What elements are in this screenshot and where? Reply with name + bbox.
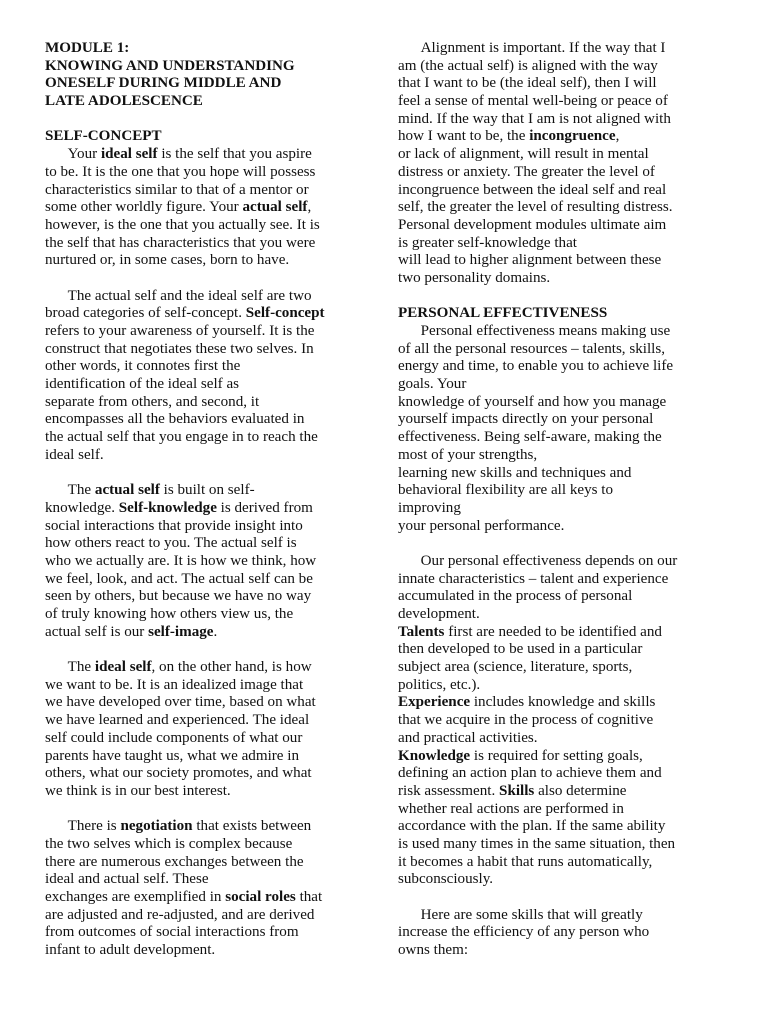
spacer — [45, 465, 367, 483]
text-line: separate from others, and second, it — [45, 393, 260, 410]
text-line: knowledge. Self-knowledge is derived from — [45, 499, 313, 516]
text-line: subconsciously. — [398, 871, 494, 888]
text-line: Your ideal self is the self that you aspire — [45, 146, 312, 163]
text-line: that we acquire in the process of cognitive — [398, 712, 654, 729]
text-line: the two selves which is complex because — [45, 835, 293, 852]
text-line: improving — [398, 499, 461, 516]
left-paragraphs — [45, 146, 367, 960]
spacer — [45, 270, 367, 288]
text-line: then developed to be used in a particular — [398, 641, 643, 658]
text-line: yourself impacts directly on your personal — [398, 411, 654, 428]
text-line: from outcomes of social interactions from — [45, 924, 299, 941]
text-line: some other worldly figure. Your actual self, — [45, 199, 312, 216]
text-line: two personality domains. — [398, 269, 551, 286]
text-line: of all the personal resources – talents, skills, — [398, 340, 666, 357]
text-line: most of your strengths, — [398, 446, 538, 463]
text-line: Personal development modules ultimate aim — [398, 216, 667, 233]
right-column — [398, 40, 722, 960]
text-line: identification of the ideal self as — [45, 376, 240, 393]
text-line: there are numerous exchanges between the — [45, 853, 304, 870]
paragraph — [398, 553, 722, 889]
text-line: accumulated in the process of personal — [398, 588, 633, 605]
text-line: self, the greater the level of resulting distress. — [398, 199, 673, 216]
text-line: infant to adult development. — [45, 942, 216, 959]
text-line: Here are some skills that will greatly — [398, 906, 643, 923]
module-title-line: MODULE 1: — [45, 40, 130, 56]
text-line: politics, etc.). — [398, 676, 481, 693]
text-line: Personal effectiveness means making use — [398, 323, 671, 339]
spacer — [45, 641, 367, 659]
text-line: increase the efficiency of any person who — [398, 924, 650, 941]
paragraph — [45, 482, 367, 641]
text-line: the self that has characteristics that you were — [45, 234, 316, 251]
text-line: or lack of alignment, will result in mental — [398, 146, 649, 163]
section-heading-personal-effectiveness: PERSONAL EFFECTIVENESS — [398, 305, 608, 322]
text-line: we have developed over time, based on what — [45, 694, 316, 711]
text-line: characteristics similar to that of a mentor or — [45, 181, 309, 198]
text-line: owns them: — [398, 942, 469, 959]
text-line: of truly knowing how others view us, the — [45, 606, 294, 622]
text-line: actual self is our self-image. — [45, 623, 218, 640]
text-line: innate characteristics – talent and experience — [398, 570, 669, 587]
text-line: The ideal self, on the other hand, is how — [45, 659, 312, 676]
text-line: distress or anxiety. The greater the level of — [398, 163, 655, 180]
spacer — [398, 535, 722, 553]
spacer — [45, 801, 367, 819]
text-line: seen by others, but because we have no way — [45, 588, 312, 605]
text-line: will lead to higher alignment between these — [398, 252, 662, 269]
text-line: is used many times in the same situation, then — [398, 835, 676, 852]
module-title-line: ONESELF DURING MIDDLE AND — [45, 75, 282, 92]
text-line: effectiveness. Being self-aware, making the — [398, 429, 662, 446]
spacer — [398, 889, 722, 907]
text-line: accordance with the plan. If the same ability — [398, 818, 666, 835]
text-line: incongruence between the ideal self and real — [398, 181, 667, 198]
text-line: broad categories of self-concept. Self-concept — [45, 305, 325, 322]
text-line: parents have taught us, what we admire in — [45, 747, 299, 764]
text-line: knowledge of yourself and how you manage — [398, 393, 667, 410]
text-line: other words, it connotes first the — [45, 358, 241, 375]
text-line: the actual self that you engage in to reach the — [45, 429, 318, 446]
text-line: goals. Your — [398, 376, 467, 393]
text-line: how others react to you. The actual self is — [45, 535, 297, 552]
text-line: Talents first are needed to be identified and — [398, 623, 662, 640]
text-line: we have learned and experienced. The ideal — [45, 712, 310, 729]
text-line: exchanges are exemplified in social roles that — [45, 889, 323, 905]
text-line: mind. If the way that I am is not aligned with — [398, 110, 671, 127]
text-line: who we actually are. It is how we think, how — [45, 552, 317, 569]
text-line: and practical activities. — [398, 729, 538, 746]
text-line: to be. It is the one that you hope will possess — [45, 163, 316, 180]
text-line: Knowledge is required for setting goals, — [398, 747, 643, 764]
text-line: are adjusted and re-adjusted, and are derived — [45, 906, 315, 923]
text-line: social interactions that provide insight into — [45, 517, 303, 534]
text-line: nurtured or, in some cases, born to have. — [45, 252, 290, 269]
text-line: Alignment is important. If the way that I — [398, 40, 666, 56]
text-line: The actual self is built on self- — [45, 482, 255, 499]
paragraph — [45, 146, 367, 270]
spacer — [45, 111, 367, 129]
text-line: The actual self and the ideal self are two — [45, 287, 312, 304]
text-line: Experience includes knowledge and skills — [398, 694, 656, 711]
text-line: ideal and actual self. These — [45, 871, 209, 888]
text-line: is greater self-knowledge that — [398, 234, 577, 251]
module-title — [45, 40, 367, 111]
text-line: defining an action plan to achieve them and — [398, 765, 662, 782]
spacer — [398, 288, 722, 306]
text-line: we feel, look, and act. The actual self can be — [45, 570, 313, 587]
paragraph — [45, 659, 367, 801]
text-line: subject area (science, literature, sports, — [398, 659, 633, 676]
text-line: that I want to be (the ideal self), then I will — [398, 75, 657, 92]
text-line: ideal self. — [45, 446, 104, 463]
text-line: self could include components of what our — [45, 729, 303, 746]
module-title-line: KNOWING AND UNDERSTANDING — [45, 57, 295, 74]
text-line: learning new skills and techniques and — [398, 464, 632, 481]
text-line: risk assessment. Skills also determine — [398, 782, 627, 799]
text-line: we want to be. It is an idealized image that — [45, 676, 304, 693]
text-line: whether real actions are performed in — [398, 800, 624, 817]
text-line: am (the actual self) is aligned with the way — [398, 57, 658, 74]
text-line: refers to your awareness of yourself. It is the — [45, 323, 315, 339]
text-line: it becomes a habit that runs automatically, — [398, 853, 653, 870]
paragraph — [45, 818, 367, 960]
paragraph — [398, 907, 722, 960]
section-heading-self-concept: SELF-CONCEPT — [45, 128, 162, 145]
text-line: encompasses all the behaviors evaluated in — [45, 411, 305, 428]
text-line: your personal performance. — [398, 517, 565, 534]
alignment-paragraph — [398, 40, 722, 288]
text-line: development. — [398, 606, 480, 622]
text-line: construct that negotiates these two selves. In — [45, 340, 314, 357]
text-line: however, is the one that you actually see. It is — [45, 216, 320, 233]
text-line: Our personal effectiveness depends on our — [398, 552, 678, 569]
text-line: energy and time, to enable you to achieve life — [398, 358, 674, 375]
text-line: others, what our society promotes, and what — [45, 765, 312, 782]
paragraph — [45, 288, 367, 465]
text-line: There is negotiation that exists between — [45, 818, 312, 835]
paragraph — [398, 323, 722, 535]
text-line: behavioral flexibility are all keys to — [398, 482, 614, 499]
left-column — [45, 40, 367, 960]
text-line: feel a sense of mental well-being or peace of — [398, 93, 668, 110]
text-line: how I want to be, the incongruence, — [398, 128, 620, 145]
text-line: we think is in our best interest. — [45, 782, 231, 799]
module-title-line: LATE ADOLESCENCE — [45, 93, 203, 110]
right-paragraphs — [398, 323, 722, 960]
